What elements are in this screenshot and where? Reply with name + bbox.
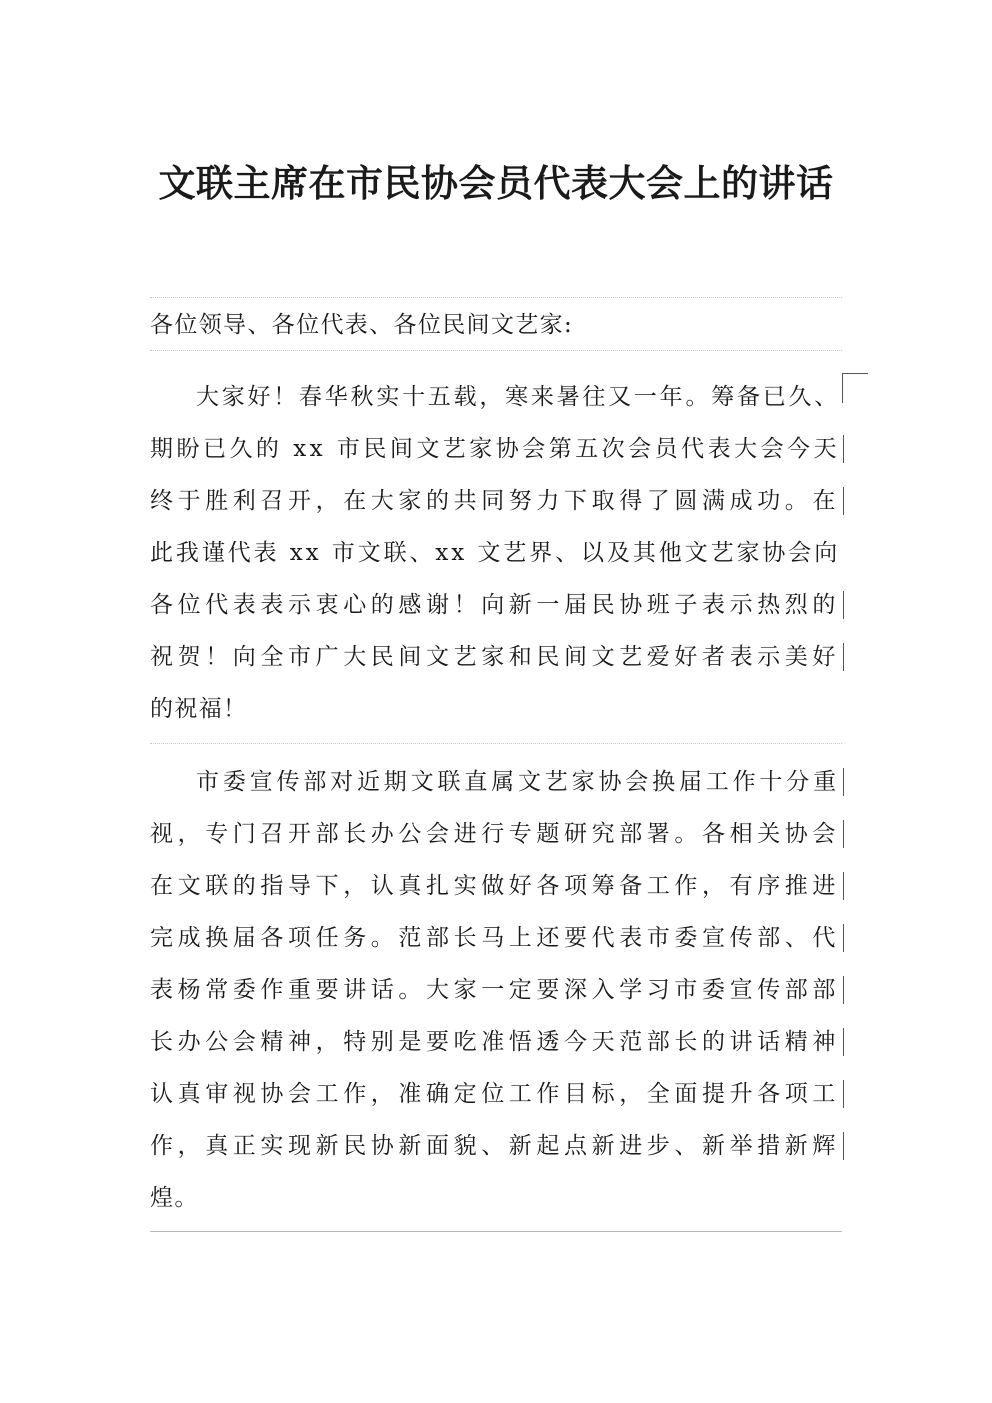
line-end-mark [843,1080,844,1108]
paragraph-2-line: 作，真正实现新民协新面貌、新起点新进步、新举措新辉 [150,1120,840,1172]
paragraph-1-line: 终于胜利召开，在大家的共同努力下取得了圆满成功。在 [150,475,840,527]
paragraph-2-line: 认真审视协会工作，准确定位工作目标，全面提升各项工 [150,1068,840,1120]
paragraph-1-line: 期盼已久的 xx 市民间文艺家协会第五次会员代表大会今天 [150,423,840,475]
text-boundary-corner-mark [842,373,868,403]
greeting-dotted-divider [150,350,842,351]
line-end-mark [843,1028,844,1056]
line-end-mark [843,435,844,463]
paragraph-2-line: 煌。 [150,1185,199,1211]
paragraph-2-line: 市委宣传部对近期文联直属文艺家协会换届工作十分重 [150,756,840,808]
line-end-mark [843,487,844,515]
document-body [150,297,840,1232]
paragraph-1-line: 的祝福！ [150,696,248,722]
greeting-text: 各位领导、各位代表、各位民间文艺家: [150,312,574,338]
line-end-mark [843,1132,844,1160]
paragraph-1-line: 祝贺！向全市广大民间文艺家和民间文艺爱好者表示美好 [150,631,840,683]
line-end-mark [843,976,844,1004]
top-dotted-divider [150,297,842,298]
line-end-mark [843,820,844,848]
paragraph-1-line: 大家好！春华秋实十五载，寒来暑往又一年。筹备已久、 [196,384,840,410]
paragraph-2-line: 视，专门召开部长办公会进行专题研究部署。各相关协会 [150,808,840,860]
paragraph-2-line: 在文联的指导下，认真扎实做好各项筹备工作，有序推进 [150,860,840,912]
greeting-line [150,298,840,350]
paragraph-dotted-divider [150,743,842,744]
paragraph-2-line: 长办公会精神，特别是要吃准悟透今天范部长的讲话精神 [150,1016,840,1068]
line-end-mark [843,924,844,952]
paragraph-1-line: 各位代表表示衷心的感谢！向新一届民协班子表示热烈的 [150,579,840,631]
paragraph-2 [150,756,840,1224]
paragraph-1-line: 此我谨代表 xx 市文联、xx 文艺界、以及其他文艺家协会向 [150,540,841,566]
document-title: 文联主席在市民协会员代表大会上的讲话 [158,161,834,205]
line-end-mark [843,768,844,796]
paragraph-1 [150,371,840,735]
bottom-divider [150,1231,842,1232]
line-end-mark [843,872,844,900]
line-end-mark [843,591,844,619]
paragraph-2-line: 完成换届各项任务。范部长马上还要代表市委宣传部、代 [150,912,840,964]
line-end-mark [843,643,844,671]
paragraph-2-line: 表杨常委作重要讲话。大家一定要深入学习市委宣传部部 [150,964,840,1016]
